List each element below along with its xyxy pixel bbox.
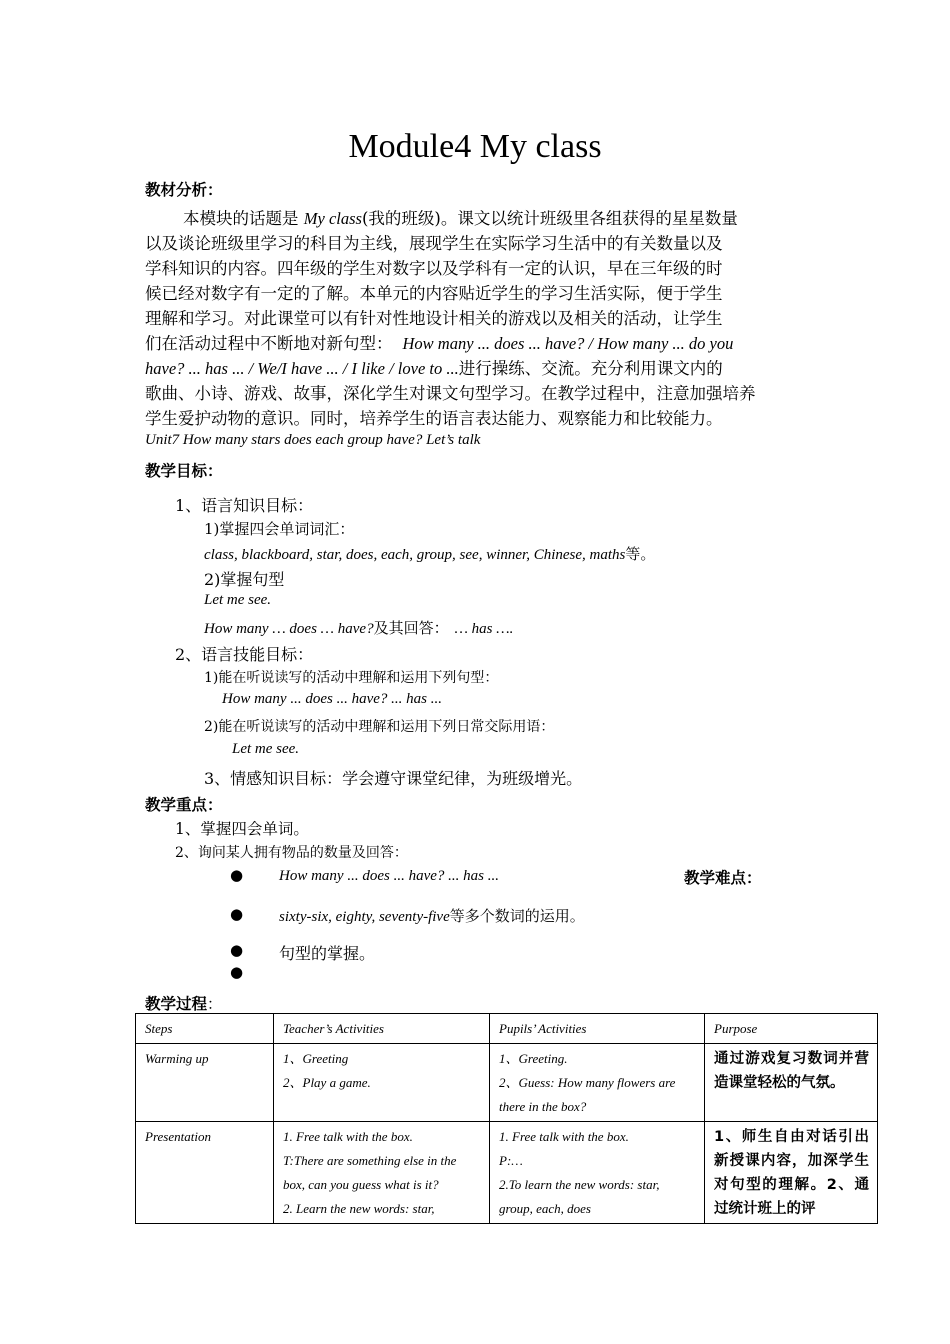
process-table: [135, 1013, 878, 1224]
analysis-line-1: 本模块的话题是 My class(我的班级)。课文以统计班级里各组获得的星星数量: [183, 209, 738, 228]
key-point-2: 2、询问某人拥有物品的数量及回答：: [175, 845, 408, 861]
pupils-cell: 1. Free talk with the box. P:… 2.To learn the new words: star, group, each, does: [490, 1122, 705, 1224]
difficulty-heading: 教学难点：: [684, 869, 762, 887]
objective-item-3: 3、情感知识目标：学会遵守课堂纪律，为班级增光。: [204, 769, 583, 788]
pattern-line: How many … does … have?及其回答： … has ….: [204, 619, 514, 637]
skill-2-phrase: Let me see.: [232, 741, 300, 757]
skill-1-pattern: How many ... does ... have? ... has ...: [222, 691, 442, 707]
column-header: Steps: [136, 1014, 274, 1044]
table-row: [136, 1122, 878, 1224]
analysis-line-9: 学生爱护动物的意识。同时，培养学生的语言表达能力、观察能力和比较能力。: [145, 409, 723, 428]
page-title: Module4 My class: [348, 128, 602, 165]
analysis-line-4: 候已经对数字有一定的了解。本单元的内容贴近学生的学习生活实际，便于学生: [145, 284, 723, 303]
analysis-line-2: 以及谈论班级里学习的科目为主线，展现学生在实际学习生活中的有关数量以及: [145, 234, 723, 253]
skill-2: 2)能在听说读写的活动中理解和运用下列日常交际用语：: [204, 719, 555, 735]
key-points-heading: 教学重点：: [145, 796, 223, 814]
objective-item-2: 2、语言技能目标：: [175, 645, 314, 664]
let-me-see-line: Let me see.: [204, 592, 272, 608]
skill-1: 1)能在听说读写的活动中理解和运用下列句型：: [204, 670, 499, 686]
purpose-cell: 通过游戏复习数词并营造课堂轻松的气氛。: [705, 1044, 878, 1122]
purpose-cell: 1、师生自由对话引出新授课内容，加深学生对句型的理解。2、通过统计班上的评: [705, 1122, 878, 1224]
bullet-text-2: sixty-six, eighty, seventy-five等多个数词的运用。: [279, 907, 585, 925]
table-header-row: [136, 1014, 878, 1044]
teacher-cell: 1. Free talk with the box. T:There are something else in the box, can you guess what is it? 2. Learn the new words: star,: [274, 1122, 490, 1224]
table-row: [136, 1044, 878, 1122]
process-heading: 教学过程：: [145, 995, 223, 1013]
step-cell: Warming up: [136, 1044, 274, 1122]
teacher-cell: 1、Greeting 2、Play a game.: [274, 1044, 490, 1122]
unit-line: Unit7 How many stars does each group have? Let’s talk: [145, 432, 481, 448]
analysis-line-5: 理解和学习。对此课堂可以有针对性地设计相关的游戏以及相关的活动，让学生: [145, 309, 723, 328]
bullet-dot-3: ●: [230, 941, 244, 959]
column-header: Pupils’ Activities: [490, 1014, 705, 1044]
step-cell: Presentation: [136, 1122, 274, 1224]
analysis-line-6: 们在活动过程中不断地对新句型： How many ... does ... have? / How many ... do you: [145, 334, 734, 353]
analysis-heading: 教材分析：: [145, 181, 223, 199]
bullet-dot-1: ●: [230, 866, 244, 884]
objective-sub-2: 2)掌握句型: [204, 570, 285, 589]
bullet-dot-4: ●: [230, 963, 244, 981]
objective-sub-1: 1)掌握四会单词词汇：: [204, 520, 355, 538]
bullet-text-3: 句型的掌握。: [279, 944, 376, 963]
bullet-dot-2: ●: [230, 905, 244, 923]
vocab-line: class, blackboard, star, does, each, group, see, winner, Chinese, maths等。: [204, 545, 656, 563]
analysis-line-8: 歌曲、小诗、游戏、故事，深化学生对课文句型学习。在教学过程中，注意加强培养: [145, 384, 756, 403]
analysis-line-3: 学科知识的内容。四年级的学生对数字以及学科有一定的认识，早在三年级的时: [145, 259, 723, 278]
objective-item-1: 1、语言知识目标：: [175, 496, 314, 515]
objectives-heading: 教学目标：: [145, 462, 223, 480]
analysis-line-7: have? ... has ... / We/I have ... / I like / love to ...进行操练、交流。充分利用课文内的: [145, 359, 723, 378]
column-header: Purpose: [705, 1014, 878, 1044]
key-point-1: 1、掌握四会单词。: [175, 820, 309, 838]
bullet-text-1: How many ... does ... have? ... has ...: [279, 868, 499, 884]
column-header: Teacher’s Activities: [274, 1014, 490, 1044]
pupils-cell: 1、Greeting. 2、Guess: How many flowers are there in the box?: [490, 1044, 705, 1122]
